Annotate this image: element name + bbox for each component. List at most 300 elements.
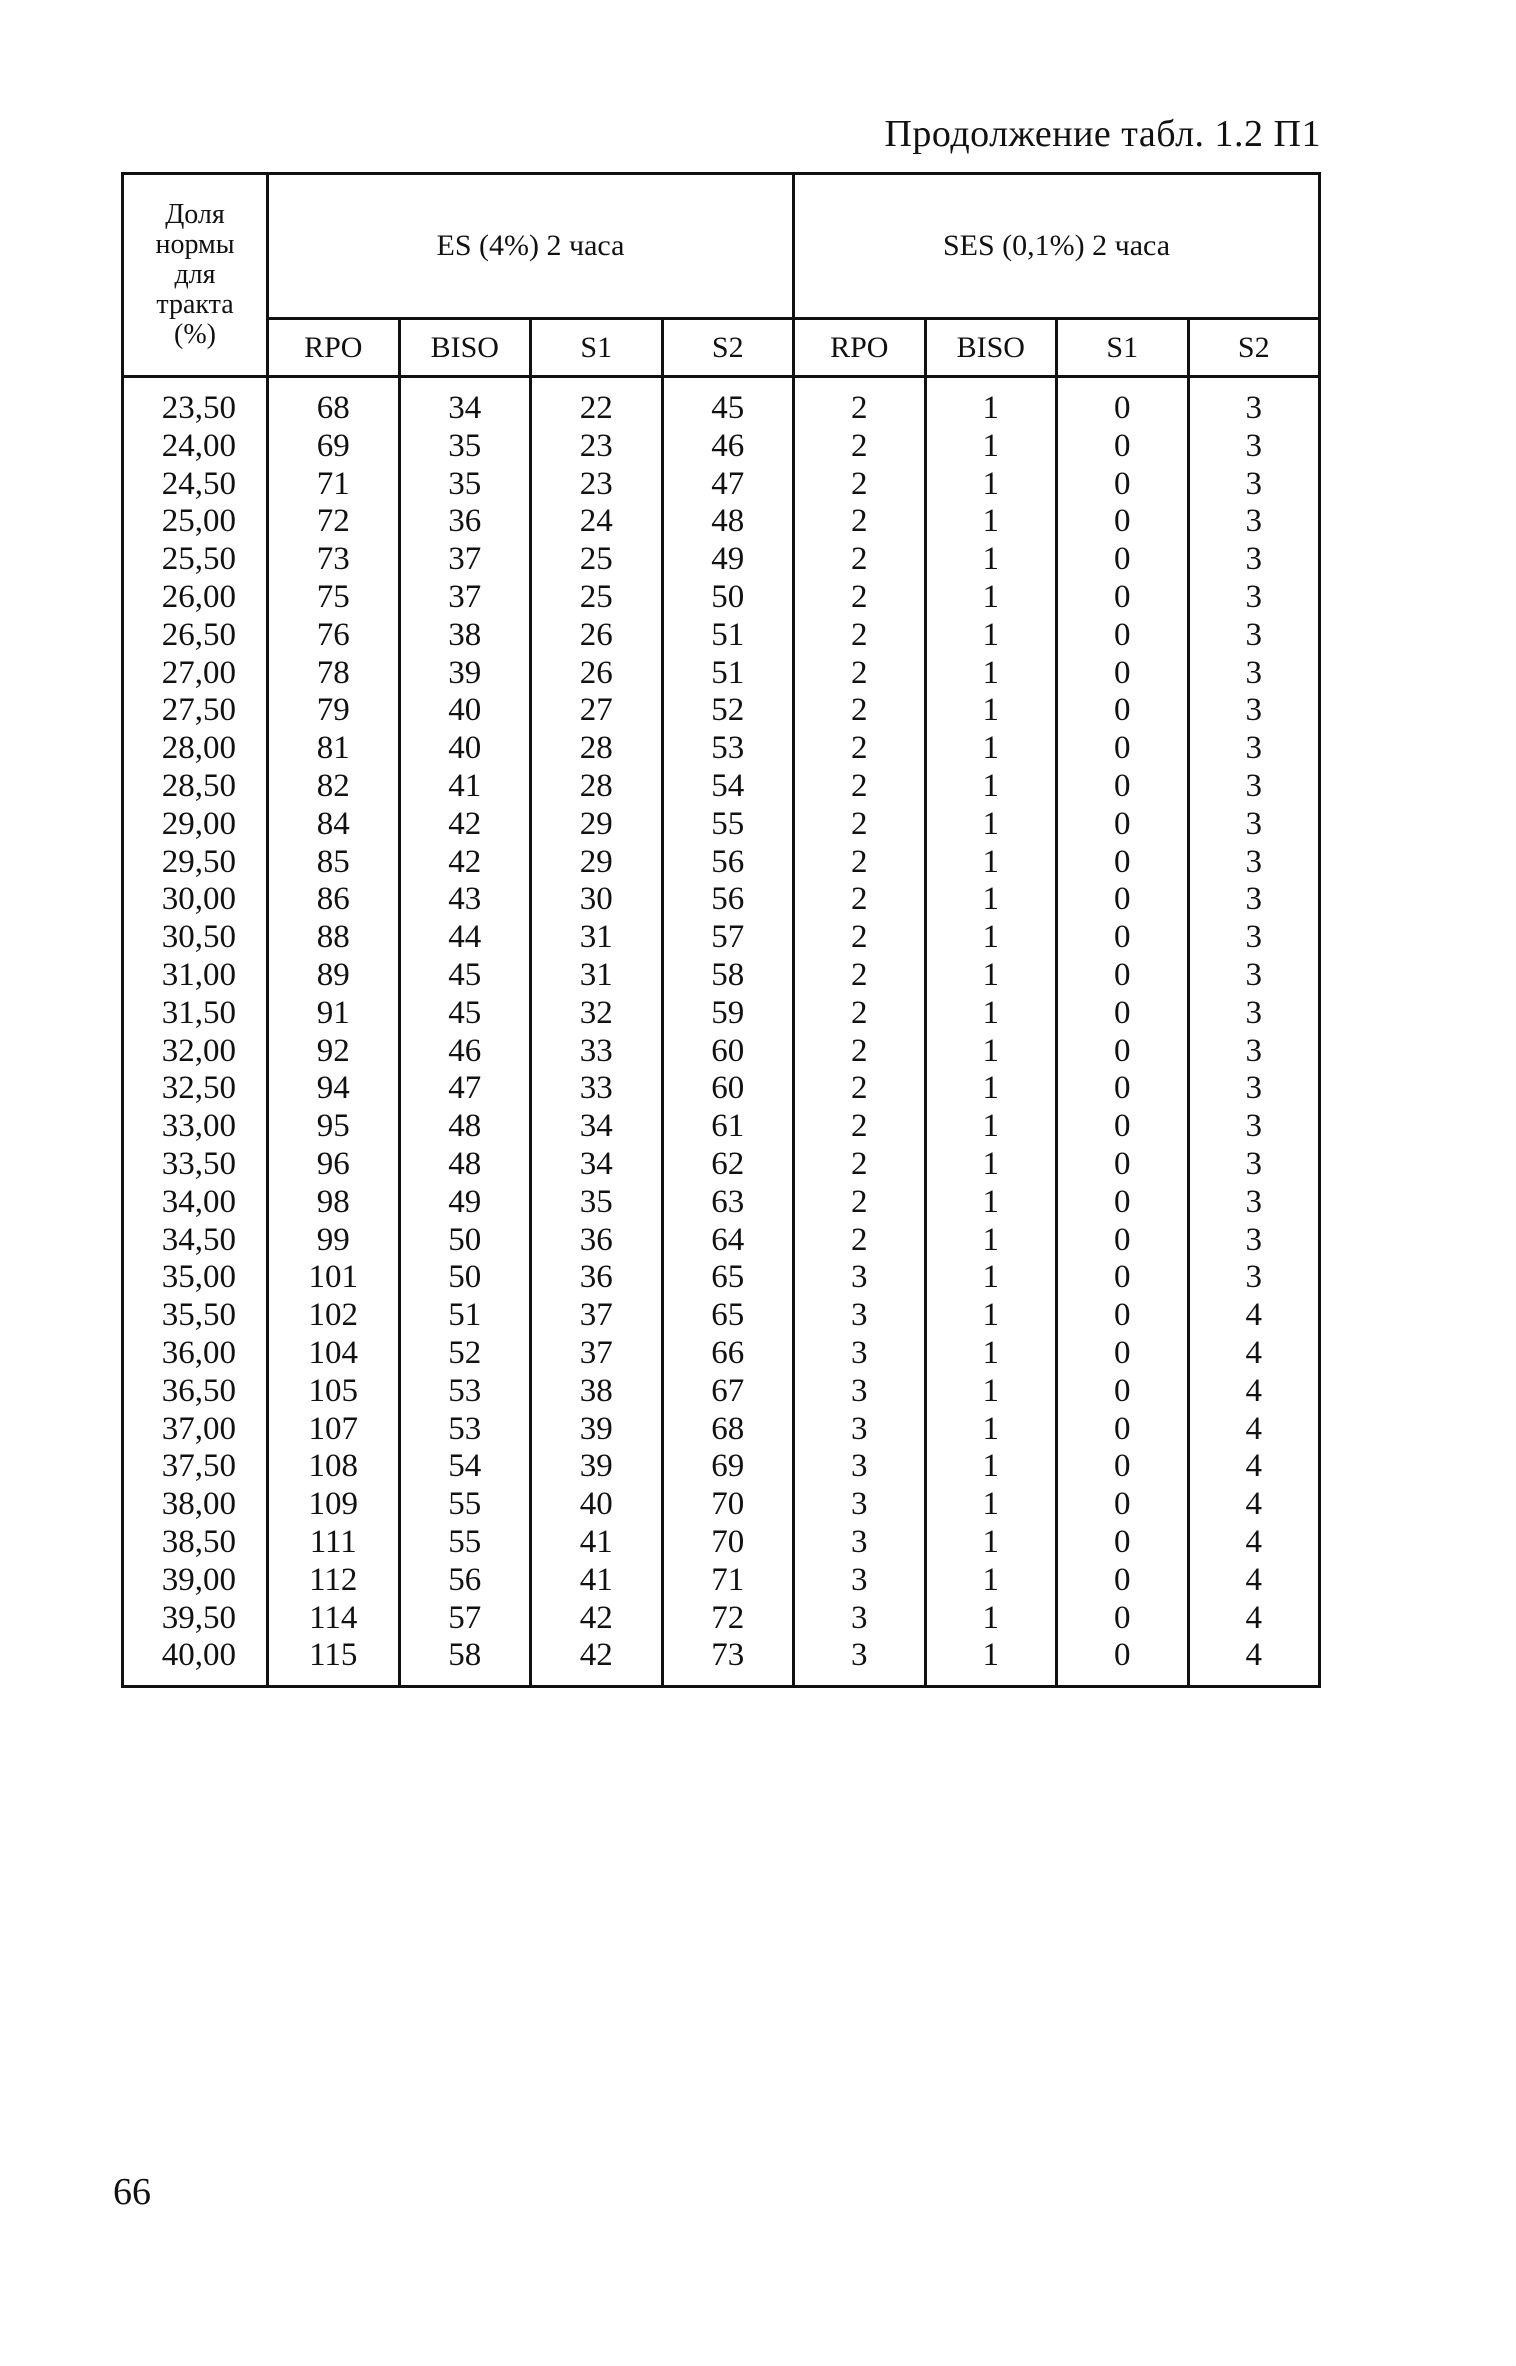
value-cell: 1 [925,655,1057,693]
value-cell: 3 [1188,957,1320,995]
value-cell: 2 [794,806,926,844]
value-cell: 112 [268,1562,400,1600]
value-cell: 2 [794,377,926,428]
value-cell: 29 [531,806,663,844]
value-cell: 114 [268,1600,400,1638]
value-cell: 42 [531,1637,663,1686]
table-row [123,1184,1320,1222]
value-cell: 60 [662,1033,794,1071]
table-row [123,919,1320,957]
table-row [123,1411,1320,1449]
value-cell: 1 [925,1448,1057,1486]
value-cell: 2 [794,655,926,693]
value-cell: 2 [794,768,926,806]
share-cell: 39,00 [123,1562,268,1600]
value-cell: 1 [925,617,1057,655]
value-cell: 36 [531,1222,663,1260]
value-cell: 70 [662,1486,794,1524]
value-cell: 61 [662,1108,794,1146]
value-cell: 3 [1188,579,1320,617]
value-cell: 94 [268,1070,400,1108]
value-cell: 2 [794,1184,926,1222]
table-row [123,1637,1320,1686]
table-row [123,1070,1320,1108]
value-cell: 105 [268,1373,400,1411]
value-cell: 1 [925,1297,1057,1335]
value-cell: 40 [399,730,531,768]
value-cell: 0 [1057,377,1189,428]
value-cell: 39 [399,655,531,693]
value-cell: 47 [399,1070,531,1108]
value-cell: 56 [399,1562,531,1600]
value-cell: 38 [399,617,531,655]
share-cell: 38,50 [123,1524,268,1562]
value-cell: 28 [531,768,663,806]
value-cell: 36 [531,1259,663,1297]
share-cell: 26,50 [123,617,268,655]
value-cell: 46 [399,1033,531,1071]
value-cell: 35 [531,1184,663,1222]
value-cell: 35 [399,428,531,466]
value-cell: 2 [794,541,926,579]
value-cell: 3 [794,1524,926,1562]
value-cell: 0 [1057,466,1189,504]
es-s2-header: S2 [662,319,794,377]
table-row [123,844,1320,882]
value-cell: 70 [662,1524,794,1562]
value-cell: 29 [531,844,663,882]
value-cell: 0 [1057,806,1189,844]
share-cell: 33,50 [123,1146,268,1184]
value-cell: 34 [531,1108,663,1146]
value-cell: 1 [925,428,1057,466]
value-cell: 2 [794,1222,926,1260]
share-cell: 30,50 [123,919,268,957]
share-cell: 24,50 [123,466,268,504]
value-cell: 2 [794,881,926,919]
value-cell: 3 [794,1259,926,1297]
share-header-line: нормы [155,229,235,260]
value-cell: 49 [399,1184,531,1222]
value-cell: 3 [1188,692,1320,730]
value-cell: 0 [1057,995,1189,1033]
share-header-line: для [174,259,216,290]
value-cell: 1 [925,377,1057,428]
value-cell: 1 [925,957,1057,995]
value-cell: 63 [662,1184,794,1222]
share-cell: 26,00 [123,579,268,617]
share-cell: 36,00 [123,1335,268,1373]
value-cell: 50 [399,1259,531,1297]
share-header-line: тракта [156,289,234,320]
share-cell: 32,00 [123,1033,268,1071]
value-cell: 31 [531,919,663,957]
value-cell: 3 [1188,1259,1320,1297]
table-row [123,768,1320,806]
value-cell: 72 [268,503,400,541]
value-cell: 4 [1188,1637,1320,1686]
value-cell: 1 [925,1222,1057,1260]
sub-header-row [123,319,1320,377]
value-cell: 1 [925,1373,1057,1411]
share-cell: 27,50 [123,692,268,730]
value-cell: 2 [794,957,926,995]
value-cell: 67 [662,1373,794,1411]
value-cell: 4 [1188,1373,1320,1411]
value-cell: 45 [399,995,531,1033]
value-cell: 2 [794,844,926,882]
value-cell: 0 [1057,579,1189,617]
value-cell: 53 [662,730,794,768]
value-cell: 104 [268,1335,400,1373]
value-cell: 45 [399,957,531,995]
value-cell: 60 [662,1070,794,1108]
value-cell: 3 [1188,617,1320,655]
share-cell: 35,00 [123,1259,268,1297]
value-cell: 45 [662,377,794,428]
value-cell: 2 [794,919,926,957]
value-cell: 58 [662,957,794,995]
value-cell: 47 [662,466,794,504]
value-cell: 34 [531,1146,663,1184]
value-cell: 39 [531,1448,663,1486]
value-cell: 2 [794,1070,926,1108]
table-row [123,1033,1320,1071]
table-row [123,1448,1320,1486]
value-cell: 4 [1188,1524,1320,1562]
value-cell: 41 [531,1562,663,1600]
value-cell: 3 [1188,844,1320,882]
value-cell: 51 [662,655,794,693]
value-cell: 3 [1188,655,1320,693]
value-cell: 95 [268,1108,400,1146]
value-cell: 84 [268,806,400,844]
value-cell: 92 [268,1033,400,1071]
value-cell: 2 [794,503,926,541]
value-cell: 81 [268,730,400,768]
ses-rpo-header: RPO [794,319,926,377]
value-cell: 33 [531,1070,663,1108]
value-cell: 1 [925,995,1057,1033]
value-cell: 44 [399,919,531,957]
value-cell: 56 [662,844,794,882]
value-cell: 65 [662,1297,794,1335]
value-cell: 41 [399,768,531,806]
value-cell: 1 [925,1335,1057,1373]
value-cell: 53 [399,1373,531,1411]
value-cell: 86 [268,881,400,919]
value-cell: 0 [1057,1222,1189,1260]
table-row [123,655,1320,693]
value-cell: 1 [925,1411,1057,1449]
ses-group-header: SES (0,1%) 2 часа [794,174,1320,319]
value-cell: 2 [794,1108,926,1146]
value-cell: 1 [925,466,1057,504]
share-cell: 29,00 [123,806,268,844]
value-cell: 65 [662,1259,794,1297]
share-cell: 32,50 [123,1070,268,1108]
value-cell: 109 [268,1486,400,1524]
table-row [123,1108,1320,1146]
ses-s1-header: S1 [1057,319,1189,377]
table-row [123,377,1320,428]
value-cell: 71 [662,1562,794,1600]
value-cell: 91 [268,995,400,1033]
value-cell: 39 [531,1411,663,1449]
value-cell: 37 [399,541,531,579]
value-cell: 0 [1057,1600,1189,1638]
value-cell: 0 [1057,1184,1189,1222]
share-cell: 33,00 [123,1108,268,1146]
es-group-header: ES (4%) 2 часа [268,174,794,319]
value-cell: 23 [531,466,663,504]
value-cell: 36 [399,503,531,541]
value-cell: 2 [794,617,926,655]
table-row [123,466,1320,504]
value-cell: 0 [1057,1033,1189,1071]
value-cell: 2 [794,692,926,730]
value-cell: 33 [531,1033,663,1071]
value-cell: 4 [1188,1448,1320,1486]
share-cell: 34,50 [123,1222,268,1260]
value-cell: 4 [1188,1411,1320,1449]
table-row [123,1335,1320,1373]
table-row [123,995,1320,1033]
share-cell: 31,00 [123,957,268,995]
value-cell: 0 [1057,1637,1189,1686]
table-row [123,617,1320,655]
share-cell: 34,00 [123,1184,268,1222]
value-cell: 1 [925,1070,1057,1108]
value-cell: 78 [268,655,400,693]
value-cell: 1 [925,1108,1057,1146]
value-cell: 3 [794,1297,926,1335]
value-cell: 2 [794,1146,926,1184]
value-cell: 69 [662,1448,794,1486]
value-cell: 1 [925,503,1057,541]
share-cell: 36,50 [123,1373,268,1411]
value-cell: 73 [268,541,400,579]
value-cell: 3 [1188,768,1320,806]
value-cell: 82 [268,768,400,806]
value-cell: 3 [1188,1222,1320,1260]
value-cell: 0 [1057,503,1189,541]
value-cell: 53 [399,1411,531,1449]
value-cell: 2 [794,466,926,504]
table-row [123,503,1320,541]
value-cell: 0 [1057,919,1189,957]
share-cell: 37,00 [123,1411,268,1449]
table-row [123,1600,1320,1638]
value-cell: 37 [399,579,531,617]
value-cell: 35 [399,466,531,504]
ses-s2-header: S2 [1188,319,1320,377]
value-cell: 4 [1188,1335,1320,1373]
value-cell: 66 [662,1335,794,1373]
value-cell: 108 [268,1448,400,1486]
share-cell: 37,50 [123,1448,268,1486]
value-cell: 1 [925,1146,1057,1184]
value-cell: 43 [399,881,531,919]
table-row [123,1373,1320,1411]
table-row [123,881,1320,919]
share-cell: 35,50 [123,1297,268,1335]
value-cell: 3 [1188,995,1320,1033]
value-cell: 0 [1057,881,1189,919]
share-cell: 30,00 [123,881,268,919]
value-cell: 1 [925,1524,1057,1562]
value-cell: 0 [1057,428,1189,466]
value-cell: 73 [662,1637,794,1686]
value-cell: 4 [1188,1297,1320,1335]
value-cell: 3 [1188,1146,1320,1184]
value-cell: 62 [662,1146,794,1184]
table-row [123,806,1320,844]
value-cell: 0 [1057,617,1189,655]
value-cell: 46 [662,428,794,466]
value-cell: 3 [1188,377,1320,428]
value-cell: 38 [531,1373,663,1411]
value-cell: 99 [268,1222,400,1260]
table-row [123,692,1320,730]
value-cell: 40 [399,692,531,730]
value-cell: 55 [399,1524,531,1562]
value-cell: 1 [925,768,1057,806]
value-cell: 57 [399,1600,531,1638]
value-cell: 0 [1057,1108,1189,1146]
value-cell: 68 [662,1411,794,1449]
value-cell: 55 [662,806,794,844]
value-cell: 1 [925,919,1057,957]
value-cell: 101 [268,1259,400,1297]
value-cell: 3 [794,1637,926,1686]
value-cell: 27 [531,692,663,730]
value-cell: 85 [268,844,400,882]
value-cell: 4 [1188,1600,1320,1638]
value-cell: 1 [925,881,1057,919]
value-cell: 64 [662,1222,794,1260]
share-column-header [123,174,268,377]
value-cell: 2 [794,995,926,1033]
table-row [123,541,1320,579]
value-cell: 0 [1057,1146,1189,1184]
value-cell: 0 [1057,1486,1189,1524]
value-cell: 3 [1188,1184,1320,1222]
value-cell: 1 [925,692,1057,730]
value-cell: 3 [1188,806,1320,844]
value-cell: 50 [662,579,794,617]
value-cell: 4 [1188,1562,1320,1600]
value-cell: 0 [1057,1411,1189,1449]
value-cell: 1 [925,579,1057,617]
value-cell: 0 [1057,692,1189,730]
value-cell: 2 [794,579,926,617]
share-cell: 40,00 [123,1637,268,1686]
data-table [121,172,1321,1688]
value-cell: 1 [925,541,1057,579]
value-cell: 89 [268,957,400,995]
table-row [123,1146,1320,1184]
value-cell: 0 [1057,655,1189,693]
value-cell: 88 [268,919,400,957]
value-cell: 48 [399,1146,531,1184]
value-cell: 0 [1057,768,1189,806]
share-cell: 25,00 [123,503,268,541]
table-row [123,957,1320,995]
table-row [123,1562,1320,1600]
value-cell: 2 [794,730,926,768]
value-cell: 1 [925,1033,1057,1071]
table-row [123,1259,1320,1297]
value-cell: 31 [531,957,663,995]
value-cell: 50 [399,1222,531,1260]
table-row [123,1524,1320,1562]
value-cell: 51 [662,617,794,655]
value-cell: 58 [399,1637,531,1686]
value-cell: 34 [399,377,531,428]
group-header-row [123,174,1320,319]
value-cell: 52 [662,692,794,730]
value-cell: 49 [662,541,794,579]
value-cell: 1 [925,806,1057,844]
value-cell: 22 [531,377,663,428]
share-cell: 29,50 [123,844,268,882]
share-cell: 38,00 [123,1486,268,1524]
share-cell: 27,00 [123,655,268,693]
value-cell: 28 [531,730,663,768]
value-cell: 3 [1188,541,1320,579]
table-row [123,579,1320,617]
value-cell: 1 [925,730,1057,768]
table-row [123,1222,1320,1260]
share-cell: 23,50 [123,377,268,428]
value-cell: 25 [531,541,663,579]
value-cell: 54 [399,1448,531,1486]
share-cell: 28,50 [123,768,268,806]
value-cell: 54 [662,768,794,806]
value-cell: 41 [531,1524,663,1562]
value-cell: 2 [794,428,926,466]
value-cell: 0 [1057,1259,1189,1297]
value-cell: 23 [531,428,663,466]
value-cell: 56 [662,881,794,919]
value-cell: 48 [399,1108,531,1146]
value-cell: 48 [662,503,794,541]
value-cell: 3 [794,1335,926,1373]
share-cell: 25,50 [123,541,268,579]
table-row [123,1486,1320,1524]
value-cell: 3 [1188,466,1320,504]
value-cell: 1 [925,1184,1057,1222]
es-biso-header: BISO [399,319,531,377]
value-cell: 3 [1188,1070,1320,1108]
share-header-line: Доля [165,199,225,230]
value-cell: 2 [794,1033,926,1071]
value-cell: 3 [794,1486,926,1524]
value-cell: 55 [399,1486,531,1524]
value-cell: 71 [268,466,400,504]
share-cell: 39,50 [123,1600,268,1638]
value-cell: 40 [531,1486,663,1524]
table-caption: Продолжение табл. 1.2 П1 [884,113,1321,155]
value-cell: 3 [1188,1108,1320,1146]
value-cell: 3 [1188,1033,1320,1071]
value-cell: 52 [399,1335,531,1373]
value-cell: 3 [794,1411,926,1449]
table-row [123,428,1320,466]
value-cell: 1 [925,844,1057,882]
value-cell: 72 [662,1600,794,1638]
